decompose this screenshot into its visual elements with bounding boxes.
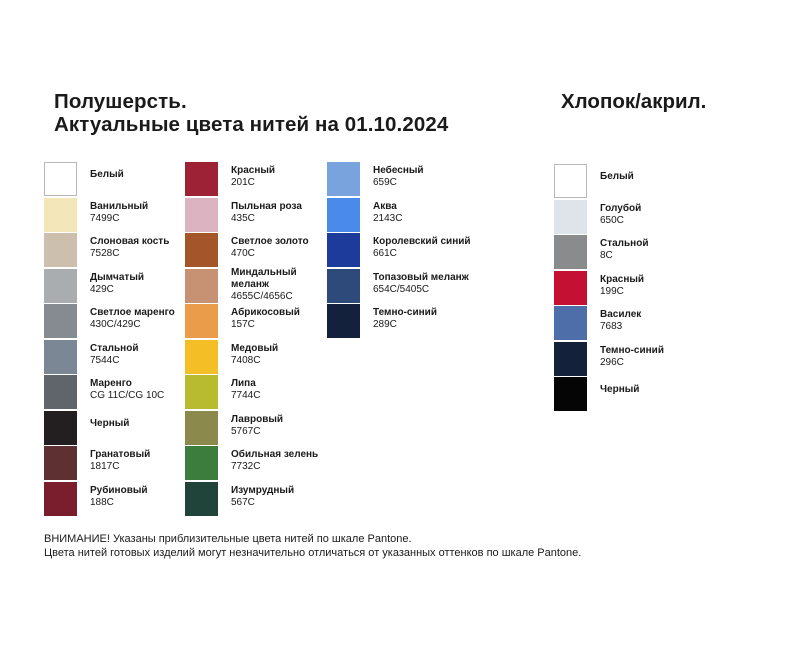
color-swatch	[44, 269, 77, 303]
pantone-code: 435C	[231, 212, 255, 224]
color-name: Обильная зелень	[231, 449, 319, 460]
color-swatch	[327, 162, 360, 196]
color-swatch	[554, 200, 587, 234]
color-swatch	[554, 306, 587, 340]
swatch-label	[90, 169, 124, 181]
color-swatch-item	[554, 306, 800, 340]
swatch-label	[600, 203, 641, 227]
color-name: Изумрудный	[231, 484, 295, 496]
swatch-label	[231, 449, 318, 473]
title-line-1: Полушерсть.	[54, 90, 187, 113]
pantone-code: 7544C	[90, 354, 120, 366]
color-swatch-item	[554, 342, 800, 376]
color-name: Василек	[600, 309, 642, 320]
pantone-code: 7408C	[231, 354, 261, 366]
swatch-label	[373, 272, 469, 296]
color-name: Небесный	[373, 165, 424, 176]
color-swatch-item	[185, 340, 455, 374]
swatch-label	[231, 236, 309, 260]
disclaimer-line-1: ВНИМАНИЕ! Указаны приблизительные цвета нитей по шкале Pantone.	[44, 533, 412, 545]
color-swatch	[554, 164, 587, 198]
color-swatch-item	[554, 271, 800, 305]
pantone-code: 650C	[600, 214, 624, 226]
color-name: Гранатовый	[90, 449, 151, 460]
pantone-code: 659C	[373, 177, 397, 188]
pantone-code: 289C	[373, 319, 397, 330]
swatch-label	[90, 418, 129, 430]
color-swatch	[44, 411, 77, 445]
swatch-label	[90, 485, 148, 509]
color-name: Топазовый меланж	[373, 271, 469, 283]
swatch-label	[231, 343, 278, 367]
color-swatch	[44, 482, 77, 516]
swatch-label	[231, 378, 260, 402]
color-name: Голубой	[600, 202, 642, 214]
pantone-code: 470C	[231, 248, 255, 259]
color-name: Рубиновый	[90, 484, 148, 496]
color-swatch	[327, 269, 360, 303]
pantone-code: 296C	[600, 356, 624, 368]
swatch-label	[90, 307, 175, 331]
color-name: Миндальный меланж	[231, 266, 297, 290]
color-swatch	[185, 340, 218, 374]
color-name: Медовый	[231, 342, 279, 354]
color-name: Пыльная роза	[231, 200, 302, 212]
color-name: Липа	[231, 378, 256, 389]
color-swatch-item	[554, 200, 800, 234]
swatch-label	[373, 165, 424, 189]
color-name: Королевский синий	[373, 236, 471, 247]
swatch-label	[373, 236, 471, 260]
color-name: Ванильный	[90, 200, 149, 212]
color-swatch	[554, 377, 587, 411]
swatch-label	[231, 165, 275, 189]
swatch-label	[90, 449, 150, 473]
swatch-label	[373, 307, 437, 331]
pantone-code: 5767C	[231, 425, 261, 437]
color-name: Красный	[600, 273, 645, 285]
pantone-code: 567C	[231, 496, 255, 508]
color-swatch	[327, 198, 360, 232]
color-swatch	[44, 304, 77, 338]
swatch-label	[231, 485, 294, 509]
swatch-label	[90, 201, 148, 225]
color-swatch	[554, 271, 587, 305]
color-swatch-item	[185, 446, 455, 480]
page-title	[54, 90, 448, 136]
pantone-code: 654C/5405C	[373, 283, 430, 295]
pantone-code: 429C	[90, 283, 114, 295]
pantone-code: 4655C/4656C	[231, 290, 293, 302]
swatch-label	[600, 274, 644, 298]
color-swatch	[185, 269, 218, 303]
swatch-label	[231, 267, 331, 303]
pantone-code: 430C/429C	[90, 319, 141, 330]
pantone-code: 7528C	[90, 248, 120, 259]
color-swatch-item	[554, 235, 800, 269]
pantone-code: 201C	[231, 177, 255, 188]
color-name: Белый	[90, 169, 124, 180]
color-name: Черный	[90, 417, 130, 429]
color-name: Аква	[373, 200, 397, 212]
pantone-code: 199C	[600, 285, 624, 297]
swatch-label	[231, 201, 302, 225]
section-title-cotton-acrylic: Хлопок/акрил.	[561, 90, 707, 113]
color-name: Дымчатый	[90, 271, 145, 283]
color-name: Белый	[600, 171, 634, 182]
color-swatch	[44, 233, 77, 267]
swatch-label	[600, 171, 634, 183]
color-swatch	[554, 235, 587, 269]
swatch-label	[231, 307, 300, 331]
swatch-label	[600, 238, 648, 262]
swatch-label	[373, 201, 402, 225]
swatch-label	[600, 384, 639, 396]
color-name: Черный	[600, 384, 640, 395]
pantone-code: 8C	[600, 250, 613, 261]
color-name: Абрикосовый	[231, 307, 300, 318]
color-swatch	[185, 411, 218, 445]
disclaimer-line-2: Цвета нитей готовых изделий могут незначительно отличаться от указанных оттенков по шкале Pantone.	[44, 547, 582, 559]
color-swatch	[185, 233, 218, 267]
pantone-code: 2143C	[373, 212, 403, 224]
pantone-code: 1817C	[90, 461, 120, 472]
color-swatch	[185, 304, 218, 338]
color-swatch	[327, 304, 360, 338]
swatch-label	[90, 378, 164, 402]
color-swatch	[554, 342, 587, 376]
color-name: Стальной	[90, 342, 139, 354]
color-swatch	[44, 340, 77, 374]
color-swatch	[44, 162, 77, 196]
swatch-label	[600, 345, 664, 369]
swatch-label	[231, 414, 283, 438]
pantone-code: CG 11C/CG 10C	[90, 390, 165, 401]
color-swatch-item	[554, 377, 800, 411]
color-name: Темно-синий	[600, 344, 664, 356]
color-name: Лавровый	[231, 413, 284, 425]
color-swatch	[185, 162, 218, 196]
color-name: Красный	[231, 165, 276, 176]
color-swatch-item	[185, 482, 455, 516]
pantone-code: 157C	[231, 319, 255, 330]
title-line-2: Актуальные цвета нитей на 01.10.2024	[54, 113, 449, 136]
swatch-label	[90, 343, 138, 367]
color-swatch	[185, 375, 218, 409]
pantone-code: 188C	[90, 496, 114, 508]
color-swatch-item	[554, 164, 800, 198]
pantone-code: 7499C	[90, 212, 120, 224]
color-swatch	[185, 198, 218, 232]
color-swatch-item	[185, 411, 455, 445]
color-name: Маренго	[90, 378, 132, 389]
color-swatch	[44, 198, 77, 232]
color-name: Темно-синий	[373, 307, 437, 318]
pantone-disclaimer	[44, 532, 581, 560]
color-name: Слоновая кость	[90, 236, 170, 247]
color-swatch	[44, 446, 77, 480]
color-name: Светлое маренго	[90, 307, 175, 318]
swatch-label	[90, 236, 169, 260]
pantone-code: 7683	[600, 321, 623, 332]
color-name: Светлое золото	[231, 236, 309, 247]
pantone-code: 661C	[373, 248, 397, 259]
color-swatch	[327, 233, 360, 267]
color-swatch	[185, 446, 218, 480]
swatch-label	[90, 272, 144, 296]
color-swatch	[44, 375, 77, 409]
swatch-label	[600, 309, 641, 333]
pantone-code: 7732C	[231, 461, 261, 472]
color-swatch	[185, 482, 218, 516]
color-name: Стальной	[600, 238, 649, 249]
color-swatch-item	[185, 375, 455, 409]
pantone-code: 7744C	[231, 390, 261, 401]
